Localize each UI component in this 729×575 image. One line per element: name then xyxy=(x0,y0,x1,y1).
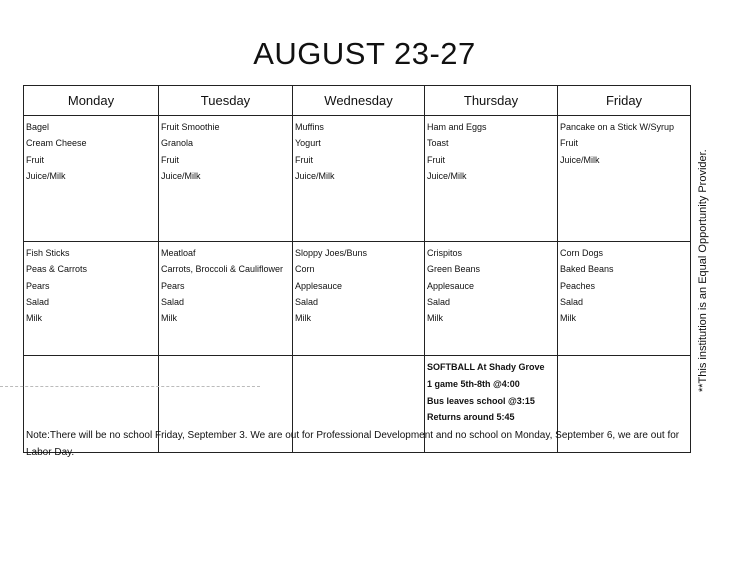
menu-calendar xyxy=(23,85,691,453)
breakfast-cell-tuesday xyxy=(159,116,293,242)
menu-item: Milk xyxy=(560,313,576,324)
menu-item: Toast xyxy=(427,138,449,149)
menu-item: Fish Sticks xyxy=(26,248,70,258)
menu-item: Baked Beans xyxy=(560,264,614,275)
menu-item: Salad xyxy=(560,296,584,307)
menu-item: Meatloaf xyxy=(161,248,196,258)
menu-item: Crispitos xyxy=(427,248,463,258)
menu-item: Corn xyxy=(295,264,315,275)
day-header-friday: Friday xyxy=(558,86,691,116)
menu-item: Pears xyxy=(26,280,50,291)
breakfast-cell-friday xyxy=(558,116,691,242)
menu-item: Fruit xyxy=(427,154,445,165)
menu-item: Fruit xyxy=(161,154,179,165)
lunch-cell-thursday xyxy=(425,242,558,356)
menu-item: Applesauce xyxy=(427,280,475,291)
event-line: SOFTBALL At Shady Grove xyxy=(427,362,545,372)
event-line: 1 game 5th-8th @4:00 xyxy=(427,378,520,389)
menu-item: Applesauce xyxy=(295,280,343,291)
footer-note: Note:There will be no school Friday, September 3. We are out for Professional Development and no school on Monday, September 6, we are out for Labor Day. xyxy=(26,430,680,458)
day-header-tuesday: Tuesday xyxy=(159,86,293,116)
menu-item: Fruit Smoothie xyxy=(161,122,220,132)
menu-item: Green Beans xyxy=(427,264,481,275)
menu-item: Pancake on a Stick W/Syrup xyxy=(560,122,675,132)
menu-item: Salad xyxy=(161,296,185,307)
day-header-monday: Monday xyxy=(24,86,159,116)
menu-item: Milk xyxy=(26,313,42,324)
menu-item: Juice/Milk xyxy=(560,154,600,165)
lunch-row xyxy=(24,242,691,356)
scan-artifact-line xyxy=(0,386,260,387)
breakfast-row xyxy=(24,116,691,242)
menu-item: Milk xyxy=(161,313,177,324)
menu-item: Milk xyxy=(295,313,311,324)
equal-opportunity-statement: **This institution is an Equal Opportunity Provider. xyxy=(697,149,709,392)
menu-item: Fruit xyxy=(26,154,44,165)
menu-item: Yogurt xyxy=(295,138,321,149)
day-header-wednesday: Wednesday xyxy=(293,86,425,116)
menu-item: Fruit xyxy=(560,138,578,149)
lunch-cell-tuesday xyxy=(159,242,293,356)
menu-item: Peas & Carrots xyxy=(26,264,88,275)
menu-item: Milk xyxy=(427,313,443,324)
lunch-cell-wednesday xyxy=(293,242,425,356)
breakfast-cell-thursday xyxy=(425,116,558,242)
menu-item: Juice/Milk xyxy=(295,170,335,181)
lunch-cell-friday xyxy=(558,242,691,356)
page-title: AUGUST 23-27 xyxy=(253,36,476,71)
day-header-row xyxy=(24,86,691,116)
lunch-cell-monday xyxy=(24,242,159,356)
menu-item: Salad xyxy=(26,296,50,307)
menu-item: Carrots, Broccoli & Cauliflower xyxy=(161,264,284,275)
menu-item: Sloppy Joes/Buns xyxy=(295,248,368,258)
menu-item: Corn Dogs xyxy=(560,248,604,258)
menu-item: Pears xyxy=(161,280,185,291)
menu-item: Fruit xyxy=(295,154,313,165)
menu-item: Juice/Milk xyxy=(161,170,201,181)
menu-item: Cream Cheese xyxy=(26,138,87,149)
menu-item: Salad xyxy=(295,296,319,307)
menu-item: Ham and Eggs xyxy=(427,122,487,132)
event-line: Bus leaves school @3:15 xyxy=(427,395,535,406)
menu-item: Bagel xyxy=(26,122,50,132)
menu-item: Granola xyxy=(161,138,194,149)
menu-item: Muffins xyxy=(295,122,324,132)
breakfast-cell-wednesday xyxy=(293,116,425,242)
breakfast-cell-monday xyxy=(24,116,159,242)
menu-item: Juice/Milk xyxy=(26,170,66,181)
day-header-thursday: Thursday xyxy=(425,86,558,116)
event-line: Returns around 5:45 xyxy=(427,412,515,423)
menu-item: Salad xyxy=(427,296,451,307)
menu-item: Juice/Milk xyxy=(427,170,467,181)
menu-item: Peaches xyxy=(560,280,596,291)
